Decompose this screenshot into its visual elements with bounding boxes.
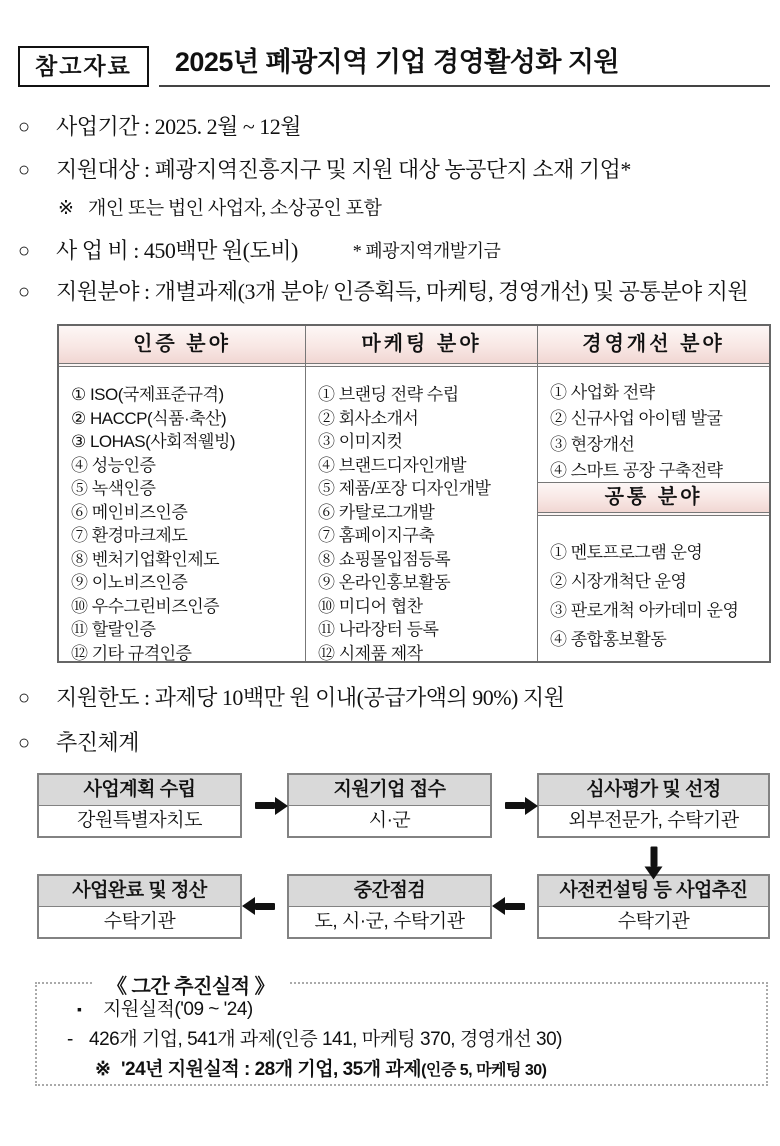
table-item: ⑦ 환경마크제도 [71, 526, 188, 546]
table-item: ⑨ 온라인홍보활동 [318, 573, 451, 593]
circle-bullet-icon: ○ [18, 240, 30, 263]
arrow-right-icon [505, 802, 525, 809]
flow-step-actor: 강원특별자치도 [77, 810, 202, 832]
dash-bullet-icon: - [67, 1029, 73, 1051]
achievements-line2-text: 426개 기업, 541개 과제(인증 141, 마케팅 370, 경영개선 30) [89, 1029, 562, 1051]
reference-tag: 참고자료 [18, 46, 149, 87]
circle-bullet-icon: ○ [18, 732, 30, 755]
budget-text: 사 업 비 : 450백만 원(도비) [56, 238, 298, 264]
flow-step-title: 사업완료 및 정산 [39, 876, 240, 907]
arrow-right-icon [255, 802, 275, 809]
flow-step-title: 심사평가 및 선정 [539, 775, 768, 806]
square-bullet-icon: ▪ [77, 1001, 82, 1018]
limit-text: 지원한도 : 과제당 10백만 원 이내(공급가액의 90%) 지원 [56, 685, 565, 711]
process-flowchart [37, 773, 770, 939]
achievements-line-1 [53, 998, 750, 1021]
table-item: ④ 성능인증 [71, 455, 156, 475]
table-header-marketing: 마케팅 분야 [306, 326, 537, 367]
table-column-marketing [305, 326, 537, 661]
table-item: ② HACCP(식품·축산) [71, 408, 227, 428]
system-text: 추진체계 [56, 730, 140, 756]
table-item: ⑤ 제품/포장 디자인개발 [318, 479, 491, 499]
title-underline [159, 46, 770, 87]
flow-step-plan [37, 773, 242, 838]
table-item: ⑫ 기타 규격인증 [71, 643, 192, 663]
table-header-certification: 인증 분야 [59, 326, 305, 367]
target-note [18, 197, 770, 221]
table-header-common: 공통 분야 [538, 482, 769, 516]
flow-step-actor: 시·군 [368, 810, 411, 832]
table-item: ① 브랜딩 전략 수립 [318, 385, 459, 405]
table-item: ⑦ 홈페이지구축 [318, 526, 435, 546]
circle-bullet-icon: ○ [18, 281, 30, 304]
bullet-limit [18, 684, 770, 712]
flow-step-actor: 외부전문가, 수탁기관 [568, 810, 739, 832]
table-item: ⑤ 녹색인증 [71, 479, 156, 499]
arrow-down-icon [650, 846, 657, 866]
achievements-line-2 [53, 1028, 750, 1051]
flow-row-1 [37, 773, 770, 838]
target-text: 지원대상 : 폐광지역진흥지구 및 지원 대상 농공단지 소재 기업* [56, 157, 631, 183]
table-item: ⑪ 할랄인증 [71, 620, 156, 640]
circle-bullet-icon: ○ [18, 159, 30, 182]
bullet-budget [18, 237, 770, 265]
flow-step-actor: 수탁기관 [617, 911, 690, 933]
table-item: ① ISO(국제표준규격) [71, 385, 224, 405]
table-item: ② 시장개척단 운영 [550, 572, 687, 592]
period-text: 사업기간 : 2025. 2월 ~ 12월 [56, 114, 302, 140]
budget-note-text: * 폐광지역개발기금 [352, 241, 501, 262]
document-page [0, 46, 780, 1086]
bullet-system [18, 729, 770, 757]
flow-step-actor: 도, 시·군, 수탁기관 [314, 911, 465, 933]
achievements-legend: 《 그간 추진실적 》 [93, 970, 288, 999]
table-item: ② 회사소개서 [318, 408, 419, 428]
table-header-management: 경영개선 분야 [538, 326, 769, 367]
arrow-left-icon [255, 903, 275, 910]
table-item: ④ 브랜드디자인개발 [318, 455, 467, 475]
flow-step-actor: 수탁기관 [103, 911, 176, 933]
flow-step-title: 지원기업 접수 [289, 775, 490, 806]
table-item: ④ 종합홍보활동 [550, 630, 667, 650]
achievements-line1-text: 지원실적('09 ~ '24) [103, 999, 253, 1021]
table-item: ③ 현장개선 [550, 435, 635, 455]
flow-row-2 [37, 874, 770, 939]
reference-mark-icon: ※ [95, 1059, 111, 1081]
table-item: ⑫ 시제품 제작 [318, 643, 423, 663]
bullet-target [18, 156, 770, 184]
bullet-period [18, 113, 770, 141]
table-item: ⑩ 우수그린비즈인증 [71, 596, 220, 616]
document-header [18, 46, 770, 87]
circle-bullet-icon: ○ [18, 687, 30, 710]
table-column-certification [59, 326, 305, 661]
target-note-text: 개인 또는 법인 사업자, 소상공인 포함 [88, 198, 382, 220]
table-item: ⑧ 쇼핑몰입점등록 [318, 549, 451, 569]
achievements-line3-text: '24년 지원실적 : 28개 기업, 35개 과제(인증 5, 마케팅 30) [121, 1059, 547, 1081]
flow-step-apply [287, 773, 492, 838]
table-item: ① 멘토프로그램 운영 [550, 543, 703, 563]
management-item-list [538, 367, 769, 482]
marketing-item-list [306, 367, 537, 661]
flow-step-settle [37, 874, 242, 939]
table-column-management [537, 326, 769, 661]
bullet-fields [18, 278, 770, 306]
table-item: ③ 판로개척 아카데미 운영 [550, 601, 739, 621]
table-item: ⑨ 이노비즈인증 [71, 573, 188, 593]
fields-text: 지원분야 : 개별과제(3개 분야/ 인증획득, 마케팅, 경영개선) 및 공통분야 지원 [56, 279, 749, 305]
flow-step-title: 사전컨설팅 등 사업추진 [539, 876, 768, 907]
page-title: 2025년 폐광지역 기업 경영활성화 지원 [174, 47, 620, 77]
arrow-left-icon [505, 903, 525, 910]
table-item: ③ LOHAS(사회적웰빙) [71, 432, 236, 452]
flow-step-title: 사업계획 수립 [39, 775, 240, 806]
table-item: ⑥ 메인비즈인증 [71, 502, 188, 522]
certification-item-list [59, 367, 305, 661]
table-item: ③ 이미지컷 [318, 432, 403, 452]
support-fields-table [57, 324, 771, 663]
flow-step-title: 중간점검 [289, 876, 490, 907]
achievements-line-3 [53, 1058, 750, 1082]
common-item-list [538, 516, 769, 654]
flow-step-consulting [537, 874, 770, 939]
circle-bullet-icon: ○ [18, 116, 30, 139]
achievements-box [35, 976, 768, 1086]
table-item: ① 사업화 전략 [550, 383, 655, 403]
flow-connector-row [37, 838, 770, 874]
table-item: ⑧ 벤처기업확인제도 [71, 549, 220, 569]
table-item: ⑩ 미디어 협찬 [318, 596, 423, 616]
table-item: ④ 스마트 공장 구축전략 [550, 461, 723, 481]
flow-step-midcheck [287, 874, 492, 939]
flow-step-evaluate [537, 773, 770, 838]
table-item: ⑥ 카탈로그개발 [318, 502, 435, 522]
reference-mark-icon: ※ [58, 198, 74, 220]
table-item: ⑪ 나라장터 등록 [318, 620, 439, 640]
table-item: ② 신규사업 아이템 발굴 [550, 409, 723, 429]
